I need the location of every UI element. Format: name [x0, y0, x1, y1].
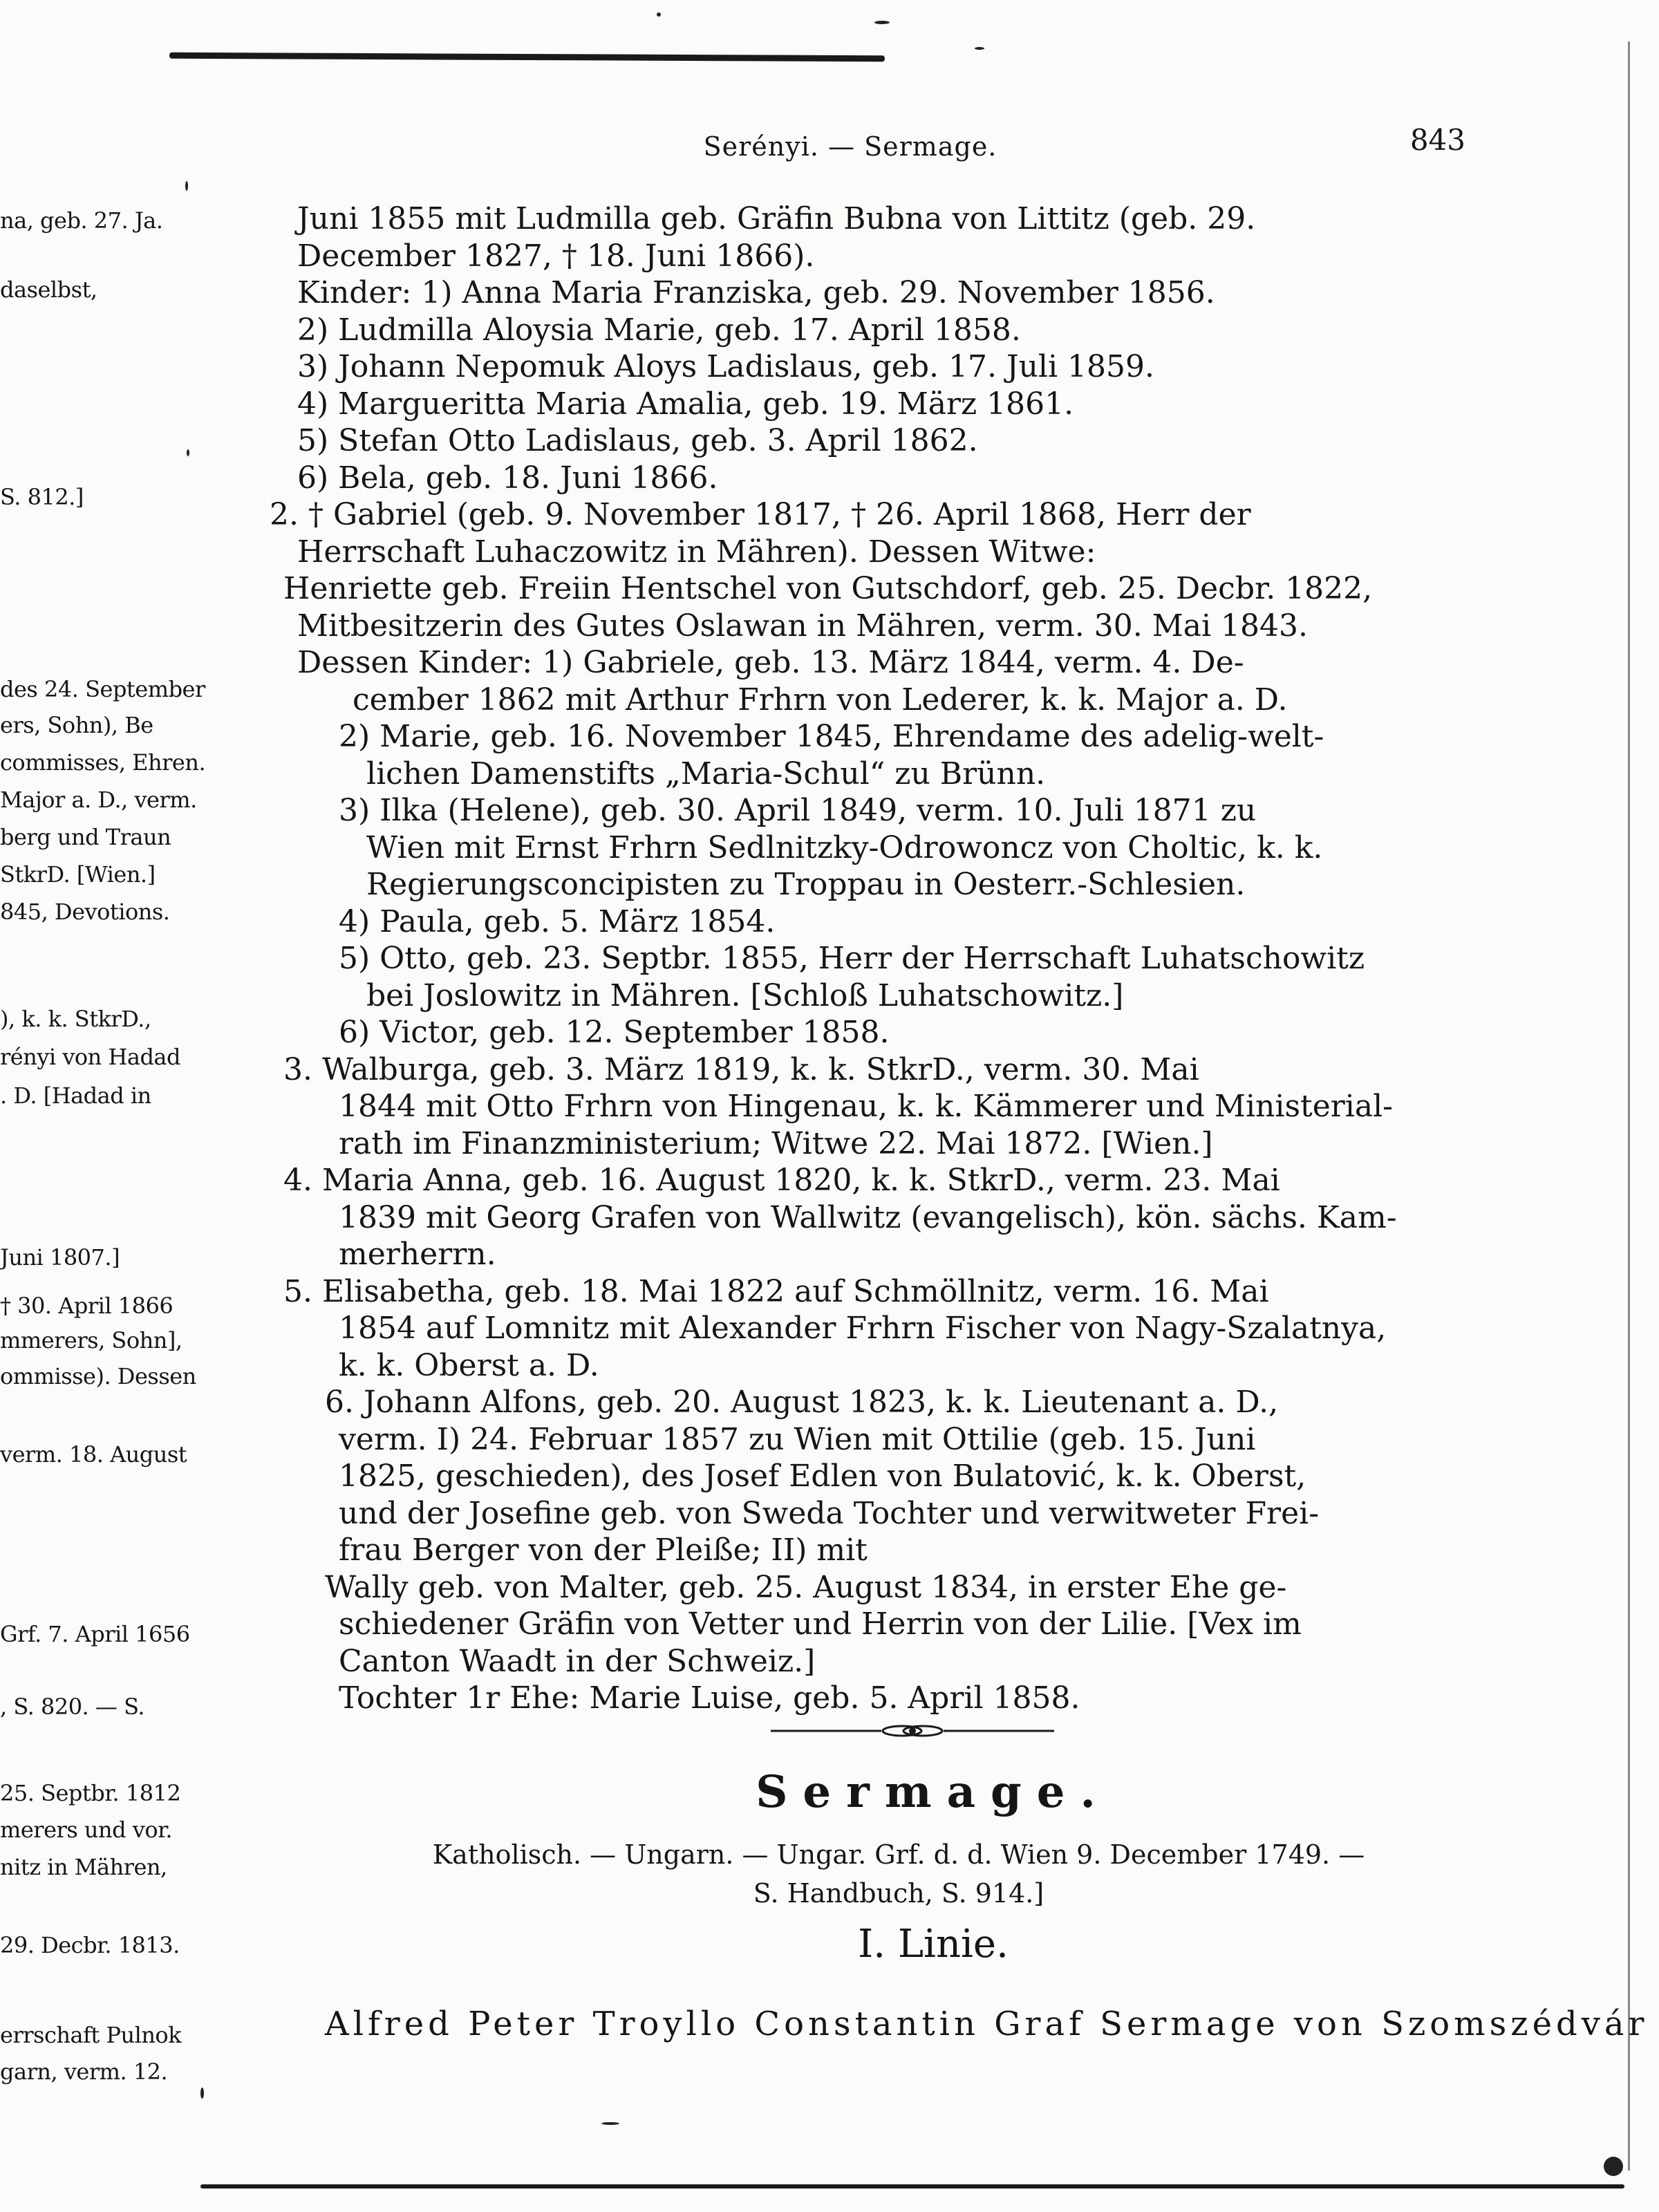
- margin-fragment: ers, Sohn), Be: [0, 712, 153, 738]
- scan-edge-top: [169, 53, 885, 62]
- scan-speck: [185, 181, 188, 191]
- margin-fragment: berg und Traun: [0, 824, 171, 850]
- margin-fragment: 845, Devotions.: [0, 899, 170, 925]
- head-of-line-name: Alfred Peter Troyllo Constantin Graf Sermage von Szomszédvár: [325, 2005, 1649, 2043]
- text-line: lichen Damenstifts „Maria-Schul“ zu Brünn.: [366, 756, 1046, 791]
- scan-speck: [1604, 2157, 1623, 2176]
- margin-fragment: rényi von Hadad: [0, 1044, 180, 1070]
- margin-fragment: errschaft Pulnok: [0, 2022, 182, 2048]
- margin-fragment: nitz in Mähren,: [0, 1854, 167, 1880]
- margin-fragment: ommisse). Dessen: [0, 1363, 196, 1389]
- text-line: 1844 mit Otto Frhrn von Hingenau, k. k. Kämmerer und Ministerial-: [339, 1089, 1394, 1124]
- text-line: 3) Ilka (Helene), geb. 30. April 1849, verm. 10. Juli 1871 zu: [339, 793, 1257, 828]
- text-line: bei Joslowitz in Mähren. [Schloß Luhatschowitz.]: [366, 977, 1124, 1013]
- scan-speck: [975, 47, 984, 50]
- text-line: und der Josefine geb. von Sweda Tochter und verwitweter Frei-: [339, 1495, 1320, 1531]
- text-line: 5) Otto, geb. 23. Septbr. 1855, Herr der Herrschaft Luhatschowitz: [339, 941, 1365, 976]
- text-line: Regierungsconcipisten zu Troppau in Oesterr.-Schlesien.: [366, 867, 1246, 902]
- text-line: 6) Victor, geb. 12. September 1858.: [339, 1015, 890, 1050]
- text-line: 1839 mit Georg Grafen von Wallwitz (evangelisch), kön. sächs. Kam-: [339, 1199, 1397, 1235]
- margin-fragment: daselbst,: [0, 276, 97, 303]
- margin-fragment: Major a. D., verm.: [0, 787, 197, 813]
- margin-fragment: merers und vor.: [0, 1817, 173, 1843]
- family-description-line: S. Handbuch, S. 914.]: [753, 1878, 1044, 1909]
- text-line: 5. Elisabetha, geb. 18. Mai 1822 auf Schmöllnitz, verm. 16. Mai: [283, 1273, 1269, 1309]
- margin-fragment: commisses, Ehren.: [0, 749, 206, 776]
- margin-fragment: mmerers, Sohn],: [0, 1327, 182, 1353]
- text-line: Juni 1855 mit Ludmilla geb. Gräfin Bubna von Littitz (geb. 29.: [297, 201, 1256, 236]
- margin-fragment: na, geb. 27. Ja.: [0, 207, 163, 234]
- text-line: Wien mit Ernst Frhrn Sedlnitzky-Odrowoncz von Choltic, k. k.: [366, 830, 1323, 865]
- margin-fragment: 29. Decbr. 1813.: [0, 1932, 180, 1958]
- text-line: Wally geb. von Malter, geb. 25. August 1834, in erster Ehe ge-: [325, 1569, 1287, 1605]
- text-line: 2. † Gabriel (geb. 9. November 1817, † 26. April 1868, Herr der: [270, 497, 1251, 532]
- page-header: [207, 123, 1493, 173]
- margin-fragment: Juni 1807.]: [0, 1244, 120, 1271]
- page-number: 843: [1409, 123, 1465, 157]
- text-line: 2) Ludmilla Aloysia Marie, geb. 17. April 1858.: [297, 312, 1021, 348]
- text-line: 3. Walburga, geb. 3. März 1819, k. k. StkrD., verm. 30. Mai: [283, 1051, 1199, 1087]
- margin-fragment: , S. 820. — S.: [0, 1694, 145, 1720]
- text-line: cember 1862 mit Arthur Frhrn von Lederer, k. k. Major a. D.: [353, 682, 1288, 718]
- margin-fragment: Grf. 7. April 1656: [0, 1621, 190, 1647]
- genealogy-text: [270, 200, 1486, 1717]
- family-description: [297, 1835, 1500, 1913]
- margin-fragment: verm. 18. August: [0, 1441, 187, 1468]
- text-line: 6) Bela, geb. 18. Juni 1866.: [297, 460, 718, 496]
- scan-speck: [601, 2122, 619, 2125]
- margin-fragment: des 24. September: [0, 676, 205, 702]
- text-line: Mitbesitzerin des Gutes Oslawan in Mähren, verm. 30. Mai 1843.: [297, 608, 1309, 644]
- text-line: 3) Johann Nepomuk Aloys Ladislaus, geb. 17. Juli 1859.: [297, 349, 1155, 384]
- text-line: Kinder: 1) Anna Maria Franziska, geb. 29. November 1856.: [297, 275, 1215, 310]
- margin-fragment: StkrD. [Wien.]: [0, 861, 156, 888]
- text-line: frau Berger von der Pleiße; II) mit: [339, 1533, 868, 1568]
- margin-fragment: . D. [Hadad in: [0, 1082, 151, 1109]
- ornamental-divider: [771, 1723, 1054, 1739]
- text-line: Canton Waadt in der Schweiz.]: [339, 1643, 816, 1679]
- text-line: 2) Marie, geb. 16. November 1845, Ehrendame des adelig-welt-: [339, 719, 1324, 754]
- text-line: merherrn.: [339, 1237, 496, 1272]
- scan-speck: [874, 21, 890, 24]
- text-line: 1854 auf Lomnitz mit Alexander Frhrn Fischer von Nagy-Szalatnya,: [339, 1311, 1387, 1346]
- text-line: rath im Finanzministerium; Witwe 22. Mai 1872. [Wien.]: [339, 1125, 1213, 1161]
- margin-fragment: S. 812.]: [0, 484, 84, 510]
- text-line: 4. Maria Anna, geb. 16. August 1820, k. k. StkrD., verm. 23. Mai: [283, 1163, 1280, 1198]
- scan-edge-bottom: [200, 2184, 1624, 2188]
- facing-page-margin: [0, 0, 206, 2212]
- text-line: 4) Paula, geb. 5. März 1854.: [339, 903, 776, 939]
- text-line: December 1827, † 18. Juni 1866).: [297, 238, 815, 274]
- text-line: 4) Margueritta Maria Amalia, geb. 19. März 1861.: [297, 386, 1074, 422]
- family-heading: Sermage.: [756, 1766, 1111, 1818]
- margin-fragment: garn, verm. 12.: [0, 2059, 168, 2085]
- text-line: Dessen Kinder: 1) Gabriele, geb. 13. März 1844, verm. 4. De-: [297, 645, 1244, 680]
- family-description-line: Katholisch. — Ungarn. — Ungar. Grf. d. d. Wien 9. December 1749. —: [432, 1839, 1365, 1870]
- text-line: schiedener Gräfin von Vetter und Herrin von der Lilie. [Vex im: [339, 1606, 1302, 1642]
- margin-fragment: 25. Septbr. 1812: [0, 1780, 181, 1806]
- margin-fragment: ), k. k. StkrD.,: [0, 1006, 151, 1032]
- scan-speck: [200, 2088, 204, 2099]
- text-line: k. k. Oberst a. D.: [339, 1347, 599, 1383]
- scan-edge-right: [1628, 41, 1630, 2171]
- scan-speck: [657, 12, 661, 17]
- text-line: Tochter 1r Ehe: Marie Luise, geb. 5. April 1858.: [339, 1680, 1080, 1716]
- running-head: Serényi. — Sermage.: [703, 131, 997, 162]
- text-line: 1825, geschieden), des Josef Edlen von Bulatović, k. k. Oberst,: [339, 1459, 1306, 1494]
- text-line: Herrschaft Luhaczowitz in Mähren). Dessen Witwe:: [297, 534, 1096, 570]
- scan-speck: [187, 449, 189, 456]
- text-line: 5) Stefan Otto Ladislaus, geb. 3. April 1862.: [297, 423, 978, 458]
- margin-fragment: † 30. April 1866: [0, 1293, 174, 1319]
- text-line: Henriette geb. Freiin Hentschel von Gutschdorf, geb. 25. Decbr. 1822,: [283, 571, 1373, 606]
- text-line: 6. Johann Alfons, geb. 20. August 1823, k. k. Lieutenant a. D.,: [325, 1385, 1279, 1420]
- text-line: verm. I) 24. Februar 1857 zu Wien mit Ottilie (geb. 15. Juni: [339, 1421, 1256, 1457]
- line-heading: I. Linie.: [858, 1922, 1009, 1967]
